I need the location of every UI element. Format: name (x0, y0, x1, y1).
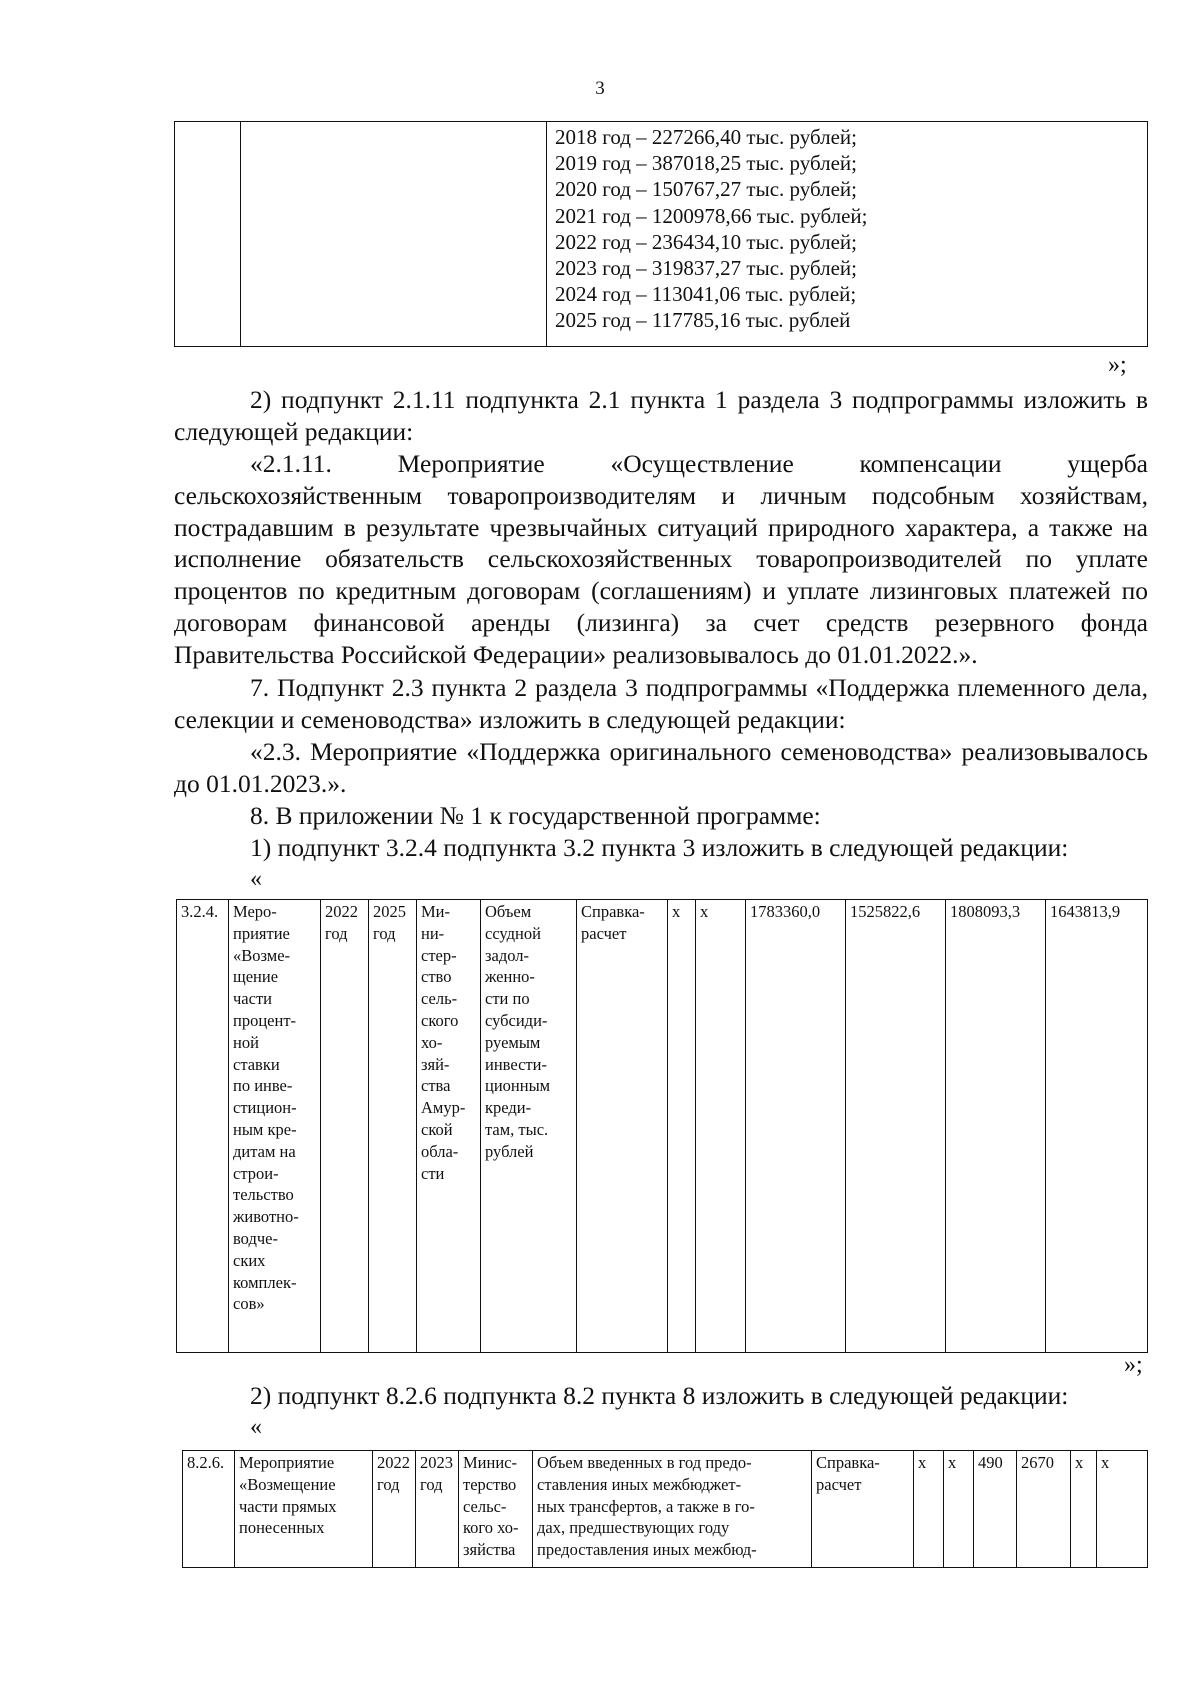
funding-year-line: 2020 год – 150767,27 тыс. рублей; (555, 177, 858, 202)
measure-name-text: Мероприятие «Возмещение части прямых понесенных (239, 1453, 337, 1538)
start-year-cell (321, 900, 369, 1353)
funding-year-line: 2025 год – 117785,16 тыс. рублей (555, 308, 851, 333)
indicator-cell (481, 900, 577, 1353)
start-year-text: 2022 год (325, 902, 358, 943)
value-cell: 2670 (1017, 1451, 1071, 1568)
funding-years-cell (547, 122, 1148, 347)
funding-year-line: 2018 год – 227266,40 тыс. рублей; (555, 125, 858, 149)
value-cell: 1525822,6 (846, 900, 946, 1353)
x-cell: x (1097, 1451, 1148, 1568)
end-year-cell (416, 1451, 459, 1568)
opening-quote-mark: « (250, 1414, 262, 1440)
paragraph-2-1-11: «2.1.11. Мероприятие «Осуществление компенсации ущерба сельскохозяйственным товаропроизводителям и личным подсобным хозяйствам, пострадавшим в результате чрезвычайных ситуаций природного характера, а также на исполнение обязательств сельскохозяйственных товаропроизводителей по уплате процентов по кредитным договорам (соглашениям) и уплате лизинговых платежей по договорам финансовой аренды (лизинга) за счет средств резервного фонда Правительства Российской Федерации» реализовывалось до 01.01.2022.». (174, 449, 1148, 669)
x-cell: x (944, 1451, 974, 1568)
end-year-cell (369, 900, 417, 1353)
table-row (183, 1451, 1148, 1568)
value-cell: 490 (974, 1451, 1017, 1568)
start-year-cell (373, 1451, 416, 1568)
funding-year-line: 2019 год – 387018,25 тыс. рублей; (555, 151, 858, 176)
paragraph-item-7: 7. Подпункт 2.3 пункта 2 раздела 3 подпрограммы «Поддержка племенного дела, селекции и семеноводства» изложить в следующей редакции: (174, 673, 1148, 734)
value-cell: 1643813,9 (1046, 900, 1148, 1353)
paragraph-item-8: 8. В приложении № 1 к государственной программе: (250, 801, 821, 830)
page-number: 3 (595, 78, 605, 99)
x-cell: x (914, 1451, 944, 1568)
funding-year-line: 2021 год – 1200978,66 тыс. рублей; (555, 203, 868, 228)
x-cell: x (668, 900, 696, 1353)
opening-quote-mark: « (250, 866, 262, 892)
indicator-cell (533, 1451, 812, 1568)
source-cell (812, 1451, 914, 1568)
paragraph-sub-2: 2) подпункт 8.2.6 подпункта 8.2 пункта 8 изложить в следующей редакции: (250, 1381, 1069, 1410)
measure-name-cell (229, 900, 321, 1353)
table-row (177, 900, 1148, 1353)
funding-year-line: 2024 год – 113041,06 тыс. рублей; (555, 282, 857, 307)
executor-text: Ми- ни- стер- ство сель- ского хо- зяй- ства Амур- ской обла- сти (421, 902, 466, 1183)
table-row (175, 122, 1148, 347)
empty-cell (175, 122, 241, 347)
empty-cell (241, 122, 547, 347)
row-number-cell: 8.2.6. (183, 1451, 235, 1568)
source-text: Справка- расчет (816, 1453, 880, 1494)
source-cell (577, 900, 668, 1353)
funding-year-line: 2022 год – 236434,10 тыс. рублей; (555, 229, 858, 254)
paragraph-2-3: «2.3. Мероприятие «Поддержка оригинального семеноводства» реализовывалось до 01.01.2023.». (174, 737, 1148, 798)
row-number-cell: 3.2.4. (177, 900, 229, 1353)
measure-table-8-2-6 (182, 1450, 1148, 1568)
end-year-text: 2025 год (373, 902, 406, 943)
closing-quote-mark: »; (1108, 352, 1127, 378)
measure-name-text: Меро- приятие «Возме- щение части процент- ной ставки по инве- стицион- ным кре- дитам на строи- тельство животно- водче- ских комплек- сов» (233, 902, 299, 1314)
start-year-text: 2022 год (377, 1453, 410, 1494)
executor-text: Минис- терство сельс- кого хо- зяйства (463, 1453, 519, 1560)
x-cell: x (1071, 1451, 1097, 1568)
source-text: Справка- расчет (581, 902, 645, 943)
funding-year-line: 2023 год – 319837,27 тыс. рублей; (555, 256, 858, 281)
measure-name-cell (235, 1451, 373, 1568)
indicator-text: Объем ссудной задол- женно- сти по субсиди- руемым инвести- ционным креди- там, тыс. рублей (485, 902, 551, 1161)
paragraph-item-2: 2) подпункт 2.1.11 подпункта 2.1 пункта 1 раздела 3 подпрограммы изложить в следующей редакции: (174, 385, 1148, 446)
value-cell: 1808093,3 (946, 900, 1046, 1353)
value-cell: 1783360,0 (746, 900, 846, 1353)
end-year-text: 2023 год (420, 1453, 453, 1494)
executor-cell (459, 1451, 533, 1568)
measure-table-3-2-4 (176, 899, 1148, 1353)
executor-cell (417, 900, 481, 1353)
paragraph-sub-1: 1) подпункт 3.2.4 подпункта 3.2 пункта 3 изложить в следующей редакции: (250, 833, 1069, 862)
x-cell: x (696, 900, 746, 1353)
funding-table (174, 121, 1148, 347)
indicator-text: Объем введенных в год предо- ставления иных межбюджет- ных трансфертов, а также в го- дах, предшествующих году предоставления иных межбюд- (537, 1453, 757, 1560)
closing-quote-mark: »; (1124, 1352, 1143, 1378)
